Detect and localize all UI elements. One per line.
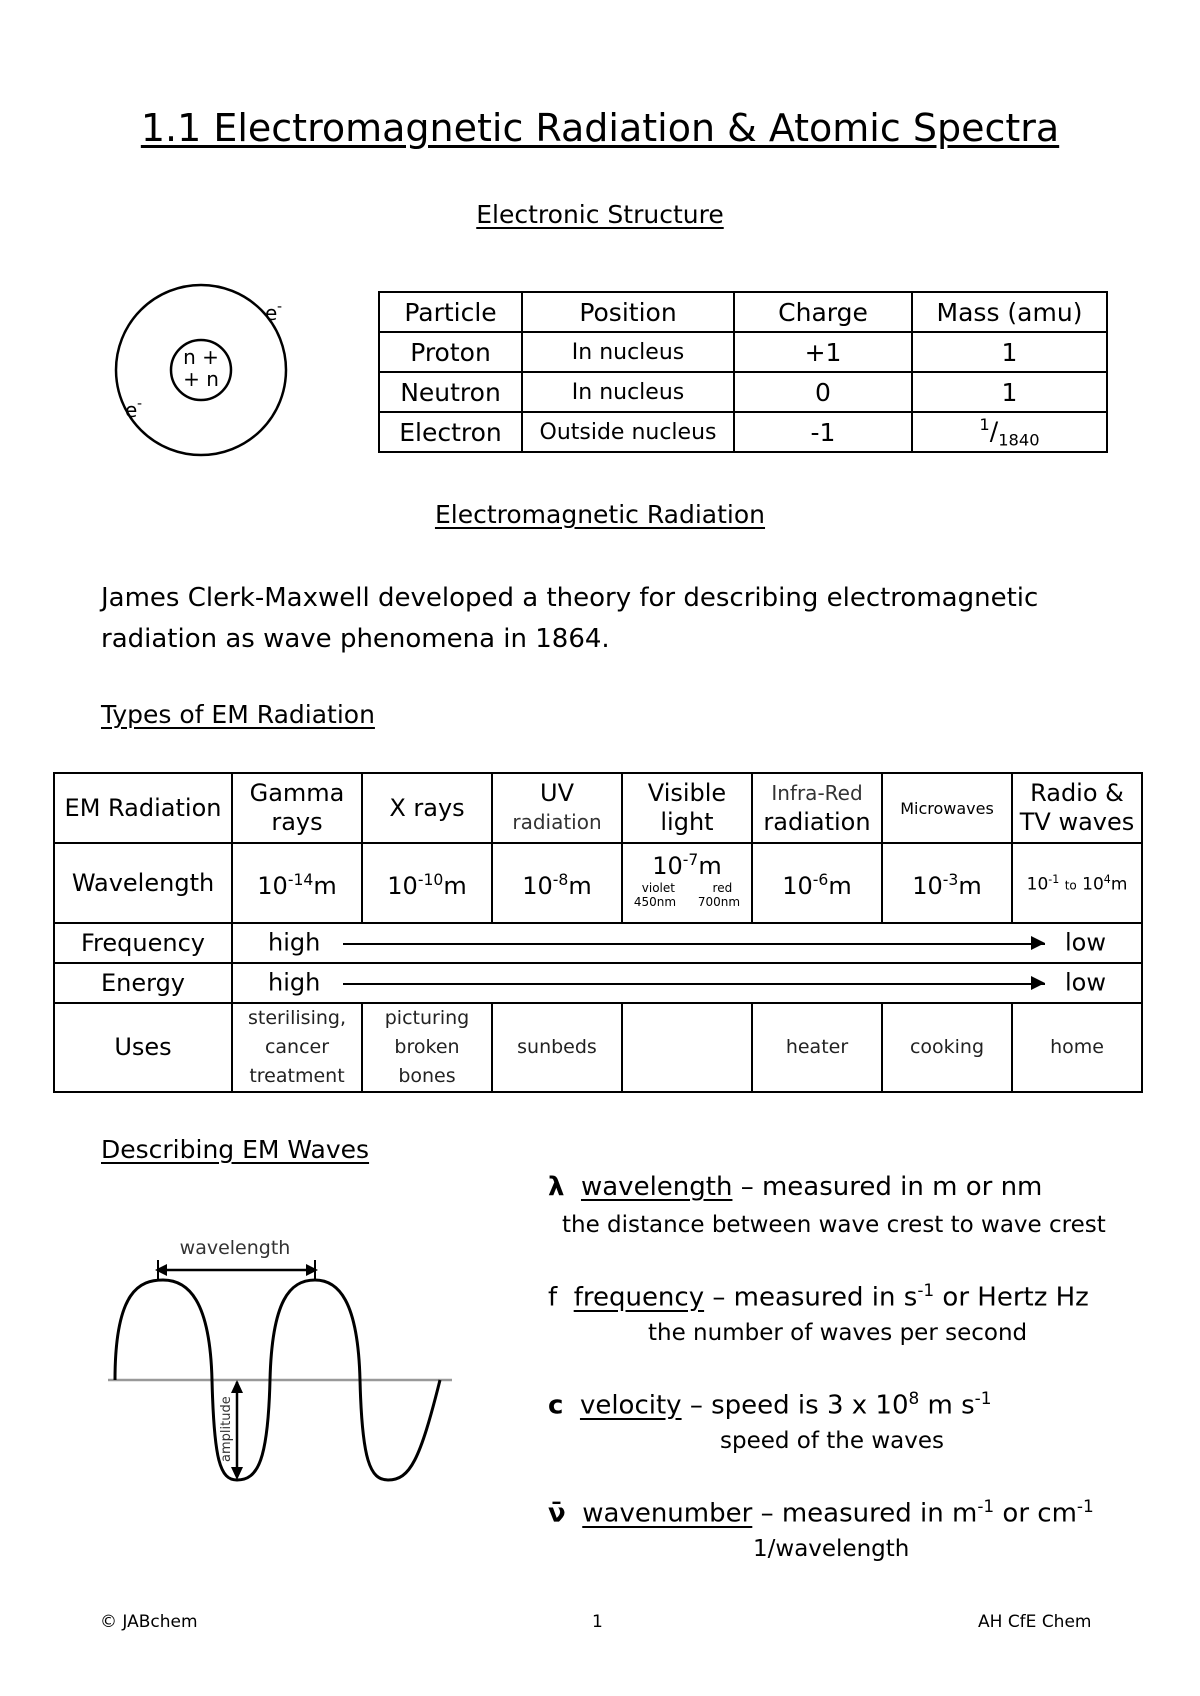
arrow-right-icon — [1031, 936, 1045, 950]
types-heading: Types of EM Radiation — [101, 700, 375, 729]
use-cell: sterilising, cancer treatment — [232, 1003, 362, 1092]
particle-cell: Neutron — [379, 372, 522, 412]
type-microwaves: Microwaves — [882, 773, 1012, 843]
electron-label-top: e — [265, 301, 278, 325]
def-wavelength: λ wavelength – measured in m or nm — [548, 1172, 1043, 1202]
frequency-arrow: high low — [232, 923, 1142, 963]
def-velocity: c velocity – speed is 3 x $10^8$ m $s^{-1}$ — [548, 1388, 992, 1421]
table-header-row — [379, 292, 1107, 332]
type-infrared: Infra-Red radiation — [752, 773, 882, 843]
mass-cell: 1 — [912, 372, 1107, 412]
uses-row — [54, 1003, 1142, 1092]
def-wavenumber-sub: 1/wavelength — [753, 1536, 910, 1562]
wavelength-row — [54, 843, 1142, 923]
row-label: Uses — [54, 1003, 232, 1092]
type-visible: Visible light — [622, 773, 752, 843]
em-radiation-heading: Electromagnetic Radiation — [434, 500, 766, 529]
nucleus-line2: + n — [183, 367, 219, 391]
use-cell: heater — [752, 1003, 882, 1092]
arrow-left-icon — [155, 1264, 167, 1276]
wave-diagram — [100, 1230, 460, 1500]
electron-label-left: e — [125, 398, 138, 422]
footer-copyright: © JABchem — [100, 1612, 198, 1632]
table-row — [379, 372, 1107, 412]
position-cell: In nucleus — [522, 332, 734, 372]
wavelength-cell: $10^{-10}m$ — [362, 843, 492, 923]
row-label: Energy — [54, 963, 232, 1003]
def-frequency-sub: the number of waves per second — [648, 1320, 1028, 1346]
atom-diagram — [105, 275, 305, 465]
particle-table — [378, 291, 1108, 453]
row-label: Wavelength — [54, 843, 232, 923]
em-type-row — [54, 773, 1142, 843]
violet-nm: 450nm — [633, 894, 677, 909]
electron-charge-top: - — [277, 299, 283, 315]
mass-denominator: 1840 — [998, 430, 1040, 450]
def-velocity-sub: speed of the waves — [720, 1428, 944, 1454]
def-wavelength-sub: the distance between wave crest to wave crest — [562, 1212, 1106, 1238]
energy-row — [54, 963, 1142, 1003]
mass-cell: 1 — [912, 332, 1107, 372]
header-cell: Mass (amu) — [912, 292, 1107, 332]
row-label: Frequency — [54, 923, 232, 963]
wavelength-cell: $10^{-1}$ to $10^4m$ — [1012, 843, 1142, 923]
wavelength-cell: $10^{-14}m$ — [232, 843, 362, 923]
position-cell: In nucleus — [522, 372, 734, 412]
page-title: 1.1 Electromagnetic Radiation & Atomic Spectra — [140, 106, 1060, 150]
particle-cell: Proton — [379, 332, 522, 372]
mass-numerator: 1 — [979, 414, 990, 434]
header-cell: Particle — [379, 292, 522, 332]
frequency-row — [54, 923, 1142, 963]
energy-arrow: high low — [232, 963, 1142, 1003]
wavelength-cell: $10^{-6}m$ — [752, 843, 882, 923]
nucleus-line1: n + — [183, 345, 219, 369]
red-label: red — [712, 880, 733, 895]
particle-cell: Electron — [379, 412, 522, 452]
type-gamma: Gamma rays — [232, 773, 362, 843]
use-cell: sunbeds — [492, 1003, 622, 1092]
table-row — [379, 332, 1107, 372]
arrow-up-icon — [231, 1380, 243, 1393]
footer-course: AH CfE Chem — [978, 1612, 1092, 1632]
use-cell — [622, 1003, 752, 1092]
def-frequency: f frequency – measured in $s^{-1}$ or Hertz Hz — [548, 1280, 1089, 1313]
type-uv: UV radiation — [492, 773, 622, 843]
arrow-right-icon — [306, 1264, 318, 1276]
footer-page-number: 1 — [592, 1612, 603, 1632]
intro-paragraph: James Clerk-Maxwell developed a theory for describing electromagnetic radiation as wave phenomena in 1864. — [101, 583, 1039, 654]
header-cell: Position — [522, 292, 734, 332]
use-cell: cooking — [882, 1003, 1012, 1092]
wavelength-cell: $10^{-3}m$ — [882, 843, 1012, 923]
use-cell: home — [1012, 1003, 1142, 1092]
def-wavenumber: ν̄ wavenumber – measured in $m^{-1}$ or $cm^{-1}$ — [548, 1496, 1094, 1529]
charge-cell: 0 — [734, 372, 912, 412]
violet-label: violet — [641, 880, 675, 895]
electron-charge-left: - — [137, 396, 143, 412]
describing-heading: Describing EM Waves — [101, 1135, 370, 1164]
arrow-right-icon — [1031, 976, 1045, 990]
electronic-structure-heading: Electronic Structure — [476, 200, 724, 229]
charge-cell: +1 — [734, 332, 912, 372]
wavelength-cell: $10^{-8}m$ — [492, 843, 622, 923]
row-label: EM Radiation — [54, 773, 232, 843]
wavelength-cell-visible: $10^{-7}m$ violet red 450nm 700nm — [622, 843, 752, 923]
table-row — [379, 412, 1107, 452]
type-xrays: X rays — [362, 773, 492, 843]
charge-cell: -1 — [734, 412, 912, 452]
position-cell: Outside nucleus — [522, 412, 734, 452]
header-cell: Charge — [734, 292, 912, 332]
mass-cell: $^1/_{1840}$ — [912, 412, 1107, 452]
type-radio: Radio & TV waves — [1012, 773, 1142, 843]
red-nm: 700nm — [697, 894, 741, 909]
use-cell: picturing broken bones — [362, 1003, 492, 1092]
amplitude-label: amplitude — [219, 1396, 234, 1462]
wavelength-label: wavelength — [179, 1237, 291, 1259]
em-types-table — [53, 772, 1143, 1093]
